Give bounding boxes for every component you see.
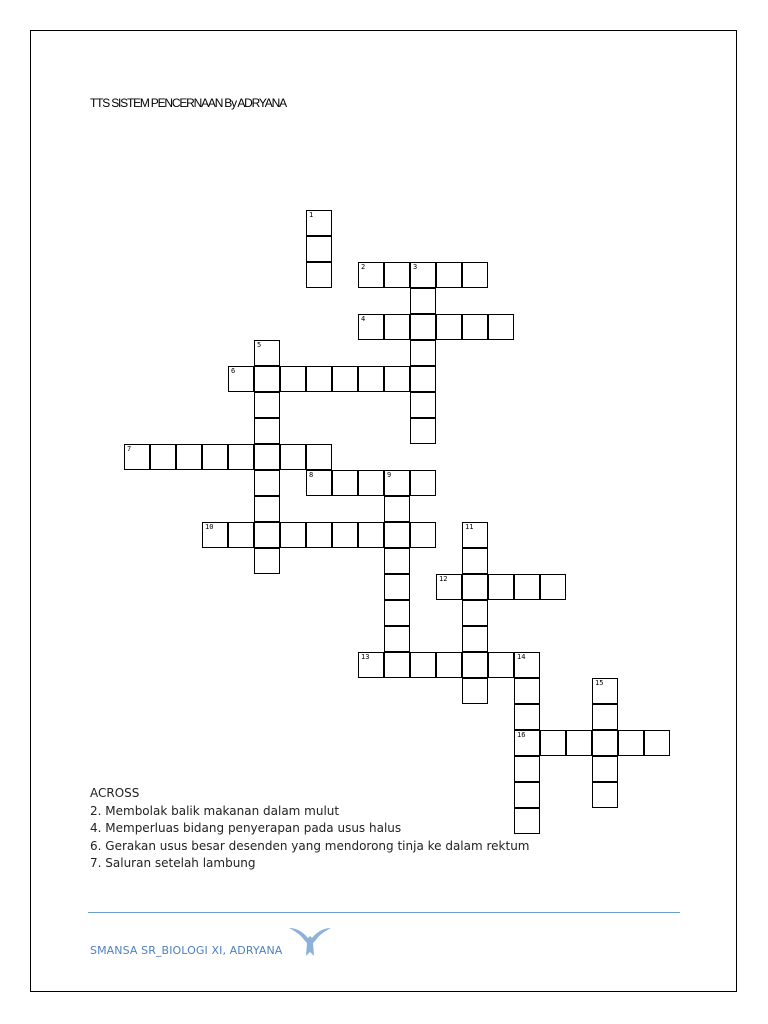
crossword-cell[interactable] xyxy=(358,522,384,548)
crossword-cell[interactable] xyxy=(254,522,280,548)
crossword-cell[interactable] xyxy=(254,496,280,522)
clue-item: 2. Membolak balik makanan dalam mulut xyxy=(90,803,340,818)
footer-text: SMANSA SR_BIOLOGI XI, ADRYANA xyxy=(90,944,283,957)
clue-number: 3 xyxy=(413,263,418,271)
crossword-cell[interactable] xyxy=(410,262,436,288)
crossword-cell[interactable] xyxy=(592,756,618,782)
crossword-cell[interactable] xyxy=(462,626,488,652)
clue-number: 14 xyxy=(517,653,526,661)
crossword-cell[interactable] xyxy=(410,314,436,340)
crossword-cell[interactable] xyxy=(280,522,306,548)
crossword-cell[interactable] xyxy=(514,574,540,600)
crossword-cell[interactable] xyxy=(488,314,514,340)
crossword-cell[interactable] xyxy=(462,600,488,626)
crossword-cell[interactable] xyxy=(124,444,150,470)
crossword-cell[interactable] xyxy=(332,470,358,496)
crossword-cell[interactable] xyxy=(462,314,488,340)
crossword-cell[interactable] xyxy=(306,444,332,470)
clue-number: 9 xyxy=(387,471,392,479)
clue-number: 16 xyxy=(517,731,526,739)
crossword-cell[interactable] xyxy=(384,600,410,626)
crossword-cell[interactable] xyxy=(410,522,436,548)
crossword-cell[interactable] xyxy=(358,366,384,392)
crossword-cell[interactable] xyxy=(228,366,254,392)
crossword-cell[interactable] xyxy=(306,522,332,548)
clue-number: 10 xyxy=(205,523,214,531)
crossword-cell[interactable] xyxy=(514,652,540,678)
crossword-cell[interactable] xyxy=(306,366,332,392)
crossword-cell[interactable] xyxy=(514,678,540,704)
crossword-cell[interactable] xyxy=(150,444,176,470)
crossword-cell[interactable] xyxy=(358,652,384,678)
footer-divider xyxy=(88,912,680,913)
crossword-cell[interactable] xyxy=(280,366,306,392)
crossword-cell[interactable] xyxy=(306,236,332,262)
crossword-cell[interactable] xyxy=(358,470,384,496)
crossword-cell[interactable] xyxy=(514,756,540,782)
crossword-cell[interactable] xyxy=(488,652,514,678)
crossword-cell[interactable] xyxy=(592,678,618,704)
crossword-cell[interactable] xyxy=(254,418,280,444)
crossword-cell[interactable] xyxy=(384,366,410,392)
crossword-cell[interactable] xyxy=(592,704,618,730)
crossword-cell[interactable] xyxy=(540,574,566,600)
crossword-cell[interactable] xyxy=(254,340,280,366)
crossword-cell[interactable] xyxy=(462,678,488,704)
crossword-cell[interactable] xyxy=(358,314,384,340)
clues-section xyxy=(90,785,530,873)
crossword-cell[interactable] xyxy=(592,730,618,756)
clue-item: 6. Gerakan usus besar desenden yang mendorong tinja ke dalam rektum xyxy=(90,838,530,853)
crossword-cell[interactable] xyxy=(384,522,410,548)
crossword-cell[interactable] xyxy=(462,574,488,600)
crossword-cell[interactable] xyxy=(566,730,592,756)
crossword-cell[interactable] xyxy=(410,418,436,444)
crossword-cell[interactable] xyxy=(384,574,410,600)
crossword-cell[interactable] xyxy=(436,652,462,678)
crossword-cell[interactable] xyxy=(462,652,488,678)
crossword-cell[interactable] xyxy=(384,548,410,574)
crossword-cell[interactable] xyxy=(306,262,332,288)
clue-number: 7 xyxy=(127,445,132,453)
clue-item: 7. Saluran setelah lambung xyxy=(90,856,256,870)
crossword-cell[interactable] xyxy=(436,262,462,288)
crossword-cell[interactable] xyxy=(202,522,228,548)
crossword-cell[interactable] xyxy=(514,730,540,756)
crossword-cell[interactable] xyxy=(254,366,280,392)
clue-number: 5 xyxy=(257,341,262,349)
swallow-bird-icon xyxy=(287,922,333,958)
crossword-cell[interactable] xyxy=(384,626,410,652)
crossword-cell[interactable] xyxy=(410,288,436,314)
crossword-cell[interactable] xyxy=(410,392,436,418)
clue-number: 13 xyxy=(361,653,370,661)
clue-number: 2 xyxy=(361,263,366,271)
crossword-cell[interactable] xyxy=(436,314,462,340)
clues-heading: ACROSS xyxy=(90,786,140,800)
clue-number: 4 xyxy=(361,315,366,323)
crossword-cell[interactable] xyxy=(540,730,566,756)
document-title: TTS SISTEM PENCERNAAN By ADRYANA xyxy=(90,96,286,110)
clue-number: 11 xyxy=(465,523,474,531)
crossword-cell[interactable] xyxy=(254,470,280,496)
crossword-cell[interactable] xyxy=(488,574,514,600)
crossword-cell[interactable] xyxy=(254,392,280,418)
crossword-cell[interactable] xyxy=(410,340,436,366)
crossword-cell[interactable] xyxy=(306,470,332,496)
crossword-cell[interactable] xyxy=(176,444,202,470)
clue-number: 15 xyxy=(595,679,604,687)
crossword-cell[interactable] xyxy=(202,444,228,470)
crossword-cell[interactable] xyxy=(254,444,280,470)
crossword-cell[interactable] xyxy=(592,782,618,808)
crossword-cell[interactable] xyxy=(462,548,488,574)
clue-number: 6 xyxy=(231,367,236,375)
crossword-cell[interactable] xyxy=(228,444,254,470)
crossword-cell[interactable] xyxy=(514,704,540,730)
crossword-cell[interactable] xyxy=(332,366,358,392)
clue-number: 12 xyxy=(439,575,448,583)
crossword-cell[interactable] xyxy=(462,262,488,288)
crossword-cell[interactable] xyxy=(410,470,436,496)
clue-number: 8 xyxy=(309,471,314,479)
crossword-cell[interactable] xyxy=(228,522,254,548)
crossword-cell[interactable] xyxy=(462,522,488,548)
crossword-cell[interactable] xyxy=(384,496,410,522)
clue-item: 4. Memperluas bidang penyerapan pada usus halus xyxy=(90,821,402,835)
crossword-cell[interactable] xyxy=(410,652,436,678)
crossword-cell[interactable] xyxy=(384,262,410,288)
crossword-cell[interactable] xyxy=(306,210,332,236)
crossword-cell[interactable] xyxy=(384,470,410,496)
crossword-cell[interactable] xyxy=(384,314,410,340)
crossword-cell[interactable] xyxy=(384,652,410,678)
clue-number: 1 xyxy=(309,211,314,219)
crossword-cell[interactable] xyxy=(410,366,436,392)
crossword-cell[interactable] xyxy=(358,262,384,288)
crossword-cell[interactable] xyxy=(254,548,280,574)
crossword-cell[interactable] xyxy=(436,574,462,600)
crossword-cell[interactable] xyxy=(644,730,670,756)
crossword-cell[interactable] xyxy=(332,522,358,548)
crossword-cell[interactable] xyxy=(280,444,306,470)
crossword-cell[interactable] xyxy=(618,730,644,756)
